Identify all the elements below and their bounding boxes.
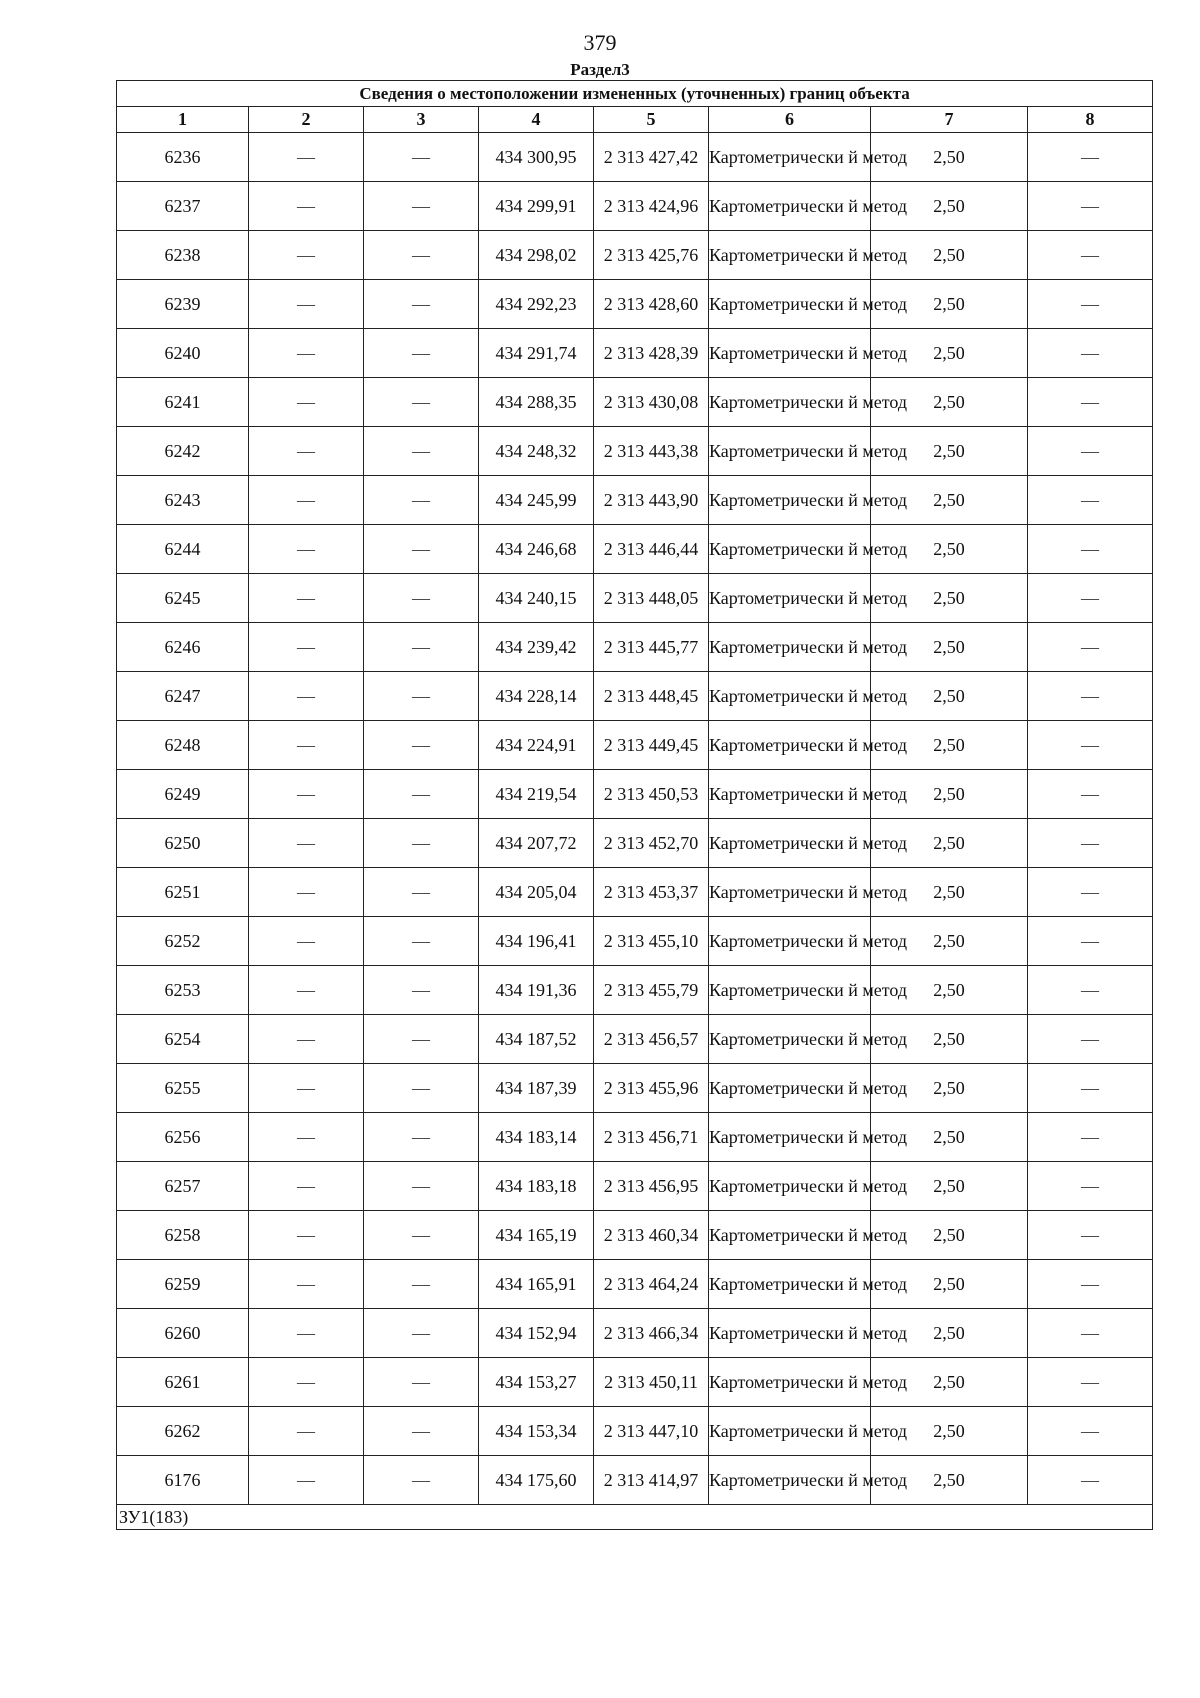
table-row — [117, 329, 1153, 378]
col2-value-cell: — — [249, 574, 364, 623]
col8-value-cell: — — [1028, 1260, 1153, 1309]
point-number-cell: 6261 — [117, 1358, 249, 1407]
table-row — [117, 1064, 1153, 1113]
col2-value-cell: — — [249, 427, 364, 476]
x-coordinate-cell: 434 298,02 — [479, 231, 594, 280]
accuracy-cell: 2,50 — [871, 182, 1028, 231]
col3-value-cell: — — [364, 1358, 479, 1407]
accuracy-cell: 2,50 — [871, 672, 1028, 721]
x-coordinate-cell: 434 239,42 — [479, 623, 594, 672]
y-coordinate-cell: 2 313 455,79 — [594, 966, 709, 1015]
y-coordinate-cell: 2 313 453,37 — [594, 868, 709, 917]
col2-value-cell: — — [249, 329, 364, 378]
col8-value-cell: — — [1028, 966, 1153, 1015]
accuracy-cell: 2,50 — [871, 476, 1028, 525]
method-cell: Картометрически й метод — [709, 1407, 871, 1456]
col8-value-cell: — — [1028, 427, 1153, 476]
method-cell: Картометрически й метод — [709, 182, 871, 231]
col2-value-cell: — — [249, 525, 364, 574]
point-number-cell: 6247 — [117, 672, 249, 721]
col3-value-cell: — — [364, 1064, 479, 1113]
method-cell: Картометрически й метод — [709, 427, 871, 476]
col8-value-cell: — — [1028, 1064, 1153, 1113]
col8-value-cell: — — [1028, 231, 1153, 280]
x-coordinate-cell: 434 224,91 — [479, 721, 594, 770]
y-coordinate-cell: 2 313 450,11 — [594, 1358, 709, 1407]
boundary-coordinates-table — [116, 80, 1153, 1530]
y-coordinate-cell: 2 313 460,34 — [594, 1211, 709, 1260]
col8-value-cell: — — [1028, 1407, 1153, 1456]
col8-value-cell: — — [1028, 770, 1153, 819]
col3-value-cell: — — [364, 966, 479, 1015]
point-number-cell: 6242 — [117, 427, 249, 476]
table-body — [117, 133, 1153, 1505]
accuracy-cell: 2,50 — [871, 427, 1028, 476]
accuracy-cell: 2,50 — [871, 574, 1028, 623]
method-cell: Картометрически й метод — [709, 133, 871, 182]
x-coordinate-cell: 434 187,52 — [479, 1015, 594, 1064]
x-coordinate-cell: 434 240,15 — [479, 574, 594, 623]
y-coordinate-cell: 2 313 455,96 — [594, 1064, 709, 1113]
table-row — [117, 1015, 1153, 1064]
x-coordinate-cell: 434 205,04 — [479, 868, 594, 917]
section-title: Раздел3 — [570, 60, 630, 79]
method-cell: Картометрически й метод — [709, 1015, 871, 1064]
method-cell: Картометрически й метод — [709, 1309, 871, 1358]
table-row — [117, 1211, 1153, 1260]
point-number-cell: 6236 — [117, 133, 249, 182]
col2-value-cell: — — [249, 868, 364, 917]
table-row — [117, 917, 1153, 966]
x-coordinate-cell: 434 245,99 — [479, 476, 594, 525]
x-coordinate-cell: 434 153,27 — [479, 1358, 594, 1407]
table-caption: Сведения о местоположении измененных (уточненных) границ объекта — [117, 81, 1153, 107]
col3-value-cell: — — [364, 476, 479, 525]
method-cell: Картометрически й метод — [709, 1064, 871, 1113]
col3-value-cell: — — [364, 427, 479, 476]
col3-value-cell: — — [364, 1407, 479, 1456]
col2-value-cell: — — [249, 280, 364, 329]
col3-value-cell: — — [364, 280, 479, 329]
accuracy-cell: 2,50 — [871, 525, 1028, 574]
point-number-cell: 6251 — [117, 868, 249, 917]
y-coordinate-cell: 2 313 448,05 — [594, 574, 709, 623]
table-row — [117, 574, 1153, 623]
table-row — [117, 623, 1153, 672]
table-row — [117, 476, 1153, 525]
y-coordinate-cell: 2 313 452,70 — [594, 819, 709, 868]
col3-value-cell: — — [364, 231, 479, 280]
point-number-cell: 6238 — [117, 231, 249, 280]
x-coordinate-cell: 434 187,39 — [479, 1064, 594, 1113]
point-number-cell: 6243 — [117, 476, 249, 525]
table-row — [117, 1113, 1153, 1162]
x-coordinate-cell: 434 165,91 — [479, 1260, 594, 1309]
x-coordinate-cell: 434 196,41 — [479, 917, 594, 966]
x-coordinate-cell: 434 228,14 — [479, 672, 594, 721]
x-coordinate-cell: 434 299,91 — [479, 182, 594, 231]
table-row — [117, 182, 1153, 231]
accuracy-cell: 2,50 — [871, 868, 1028, 917]
accuracy-cell: 2,50 — [871, 917, 1028, 966]
point-number-cell: 6259 — [117, 1260, 249, 1309]
col8-value-cell: — — [1028, 574, 1153, 623]
col3-value-cell: — — [364, 1113, 479, 1162]
y-coordinate-cell: 2 313 448,45 — [594, 672, 709, 721]
x-coordinate-cell: 434 183,18 — [479, 1162, 594, 1211]
accuracy-cell: 2,50 — [871, 329, 1028, 378]
method-cell: Картометрически й метод — [709, 721, 871, 770]
col3-value-cell: — — [364, 378, 479, 427]
col2-value-cell: — — [249, 1309, 364, 1358]
col2-value-cell: — — [249, 1113, 364, 1162]
point-number-cell: 6250 — [117, 819, 249, 868]
point-number-cell: 6244 — [117, 525, 249, 574]
method-cell: Картометрически й метод — [709, 1358, 871, 1407]
col3-value-cell: — — [364, 329, 479, 378]
col3-value-cell: — — [364, 1162, 479, 1211]
col3-value-cell: — — [364, 1260, 479, 1309]
x-coordinate-cell: 434 292,23 — [479, 280, 594, 329]
accuracy-cell: 2,50 — [871, 770, 1028, 819]
point-number-cell: 6254 — [117, 1015, 249, 1064]
accuracy-cell: 2,50 — [871, 378, 1028, 427]
table-footer-row — [117, 1505, 1153, 1530]
col3-value-cell: — — [364, 868, 479, 917]
table-row — [117, 672, 1153, 721]
y-coordinate-cell: 2 313 430,08 — [594, 378, 709, 427]
accuracy-cell: 2,50 — [871, 819, 1028, 868]
accuracy-cell: 2,50 — [871, 623, 1028, 672]
col2-value-cell: — — [249, 721, 364, 770]
table-row — [117, 1358, 1153, 1407]
table-row — [117, 280, 1153, 329]
col8-value-cell: — — [1028, 525, 1153, 574]
y-coordinate-cell: 2 313 466,34 — [594, 1309, 709, 1358]
column-number-4: 4 — [479, 107, 594, 133]
table-row — [117, 721, 1153, 770]
col8-value-cell: — — [1028, 1113, 1153, 1162]
method-cell: Картометрически й метод — [709, 917, 871, 966]
method-cell: Картометрически й метод — [709, 1211, 871, 1260]
col2-value-cell: — — [249, 378, 364, 427]
col3-value-cell: — — [364, 1015, 479, 1064]
y-coordinate-cell: 2 313 456,95 — [594, 1162, 709, 1211]
x-coordinate-cell: 434 248,32 — [479, 427, 594, 476]
col8-value-cell: — — [1028, 721, 1153, 770]
accuracy-cell: 2,50 — [871, 1358, 1028, 1407]
x-coordinate-cell: 434 175,60 — [479, 1456, 594, 1505]
column-number-6: 6 — [709, 107, 871, 133]
method-cell: Картометрически й метод — [709, 1456, 871, 1505]
accuracy-cell: 2,50 — [871, 231, 1028, 280]
col8-value-cell: — — [1028, 672, 1153, 721]
point-number-cell: 6176 — [117, 1456, 249, 1505]
accuracy-cell: 2,50 — [871, 1015, 1028, 1064]
table-row — [117, 819, 1153, 868]
method-cell: Картометрически й метод — [709, 1113, 871, 1162]
col3-value-cell: — — [364, 1456, 479, 1505]
page-number: 379 — [583, 30, 617, 55]
accuracy-cell: 2,50 — [871, 1113, 1028, 1162]
method-cell: Картометрически й метод — [709, 231, 871, 280]
col8-value-cell: — — [1028, 1456, 1153, 1505]
point-number-cell: 6246 — [117, 623, 249, 672]
method-cell: Картометрически й метод — [709, 819, 871, 868]
column-number-2: 2 — [249, 107, 364, 133]
col2-value-cell: — — [249, 917, 364, 966]
point-number-cell: 6245 — [117, 574, 249, 623]
point-number-cell: 6256 — [117, 1113, 249, 1162]
x-coordinate-cell: 434 288,35 — [479, 378, 594, 427]
point-number-cell: 6253 — [117, 966, 249, 1015]
col8-value-cell: — — [1028, 868, 1153, 917]
col8-value-cell: — — [1028, 133, 1153, 182]
x-coordinate-cell: 434 191,36 — [479, 966, 594, 1015]
x-coordinate-cell: 434 300,95 — [479, 133, 594, 182]
point-number-cell: 6252 — [117, 917, 249, 966]
x-coordinate-cell: 434 219,54 — [479, 770, 594, 819]
method-cell: Картометрически й метод — [709, 329, 871, 378]
col2-value-cell: — — [249, 1211, 364, 1260]
col3-value-cell: — — [364, 672, 479, 721]
y-coordinate-cell: 2 313 445,77 — [594, 623, 709, 672]
method-cell: Картометрически й метод — [709, 623, 871, 672]
y-coordinate-cell: 2 313 427,42 — [594, 133, 709, 182]
table-row — [117, 868, 1153, 917]
col8-value-cell: — — [1028, 378, 1153, 427]
column-number-row — [117, 107, 1153, 133]
column-number-7: 7 — [871, 107, 1028, 133]
point-number-cell: 6248 — [117, 721, 249, 770]
col2-value-cell: — — [249, 182, 364, 231]
col8-value-cell: — — [1028, 1358, 1153, 1407]
point-number-cell: 6262 — [117, 1407, 249, 1456]
col3-value-cell: — — [364, 1309, 479, 1358]
column-number-1: 1 — [117, 107, 249, 133]
accuracy-cell: 2,50 — [871, 966, 1028, 1015]
table-row — [117, 525, 1153, 574]
point-number-cell: 6237 — [117, 182, 249, 231]
column-number-8: 8 — [1028, 107, 1153, 133]
column-number-5: 5 — [594, 107, 709, 133]
col2-value-cell: — — [249, 1358, 364, 1407]
col2-value-cell: — — [249, 1260, 364, 1309]
col2-value-cell: — — [249, 476, 364, 525]
col2-value-cell: — — [249, 1064, 364, 1113]
col2-value-cell: — — [249, 770, 364, 819]
table-row — [117, 1162, 1153, 1211]
col3-value-cell: — — [364, 1211, 479, 1260]
table-row — [117, 770, 1153, 819]
method-cell: Картометрически й метод — [709, 280, 871, 329]
col3-value-cell: — — [364, 721, 479, 770]
accuracy-cell: 2,50 — [871, 1407, 1028, 1456]
table-row — [117, 1456, 1153, 1505]
point-number-cell: 6249 — [117, 770, 249, 819]
col3-value-cell: — — [364, 574, 479, 623]
land-plot-label: ЗУ1(183) — [117, 1505, 1153, 1530]
x-coordinate-cell: 434 207,72 — [479, 819, 594, 868]
method-cell: Картометрически й метод — [709, 1162, 871, 1211]
col8-value-cell: — — [1028, 1211, 1153, 1260]
table-row — [117, 133, 1153, 182]
y-coordinate-cell: 2 313 414,97 — [594, 1456, 709, 1505]
y-coordinate-cell: 2 313 456,71 — [594, 1113, 709, 1162]
table-row — [117, 231, 1153, 280]
point-number-cell: 6239 — [117, 280, 249, 329]
y-coordinate-cell: 2 313 424,96 — [594, 182, 709, 231]
method-cell: Картометрически й метод — [709, 1260, 871, 1309]
method-cell: Картометрически й метод — [709, 672, 871, 721]
point-number-cell: 6257 — [117, 1162, 249, 1211]
method-cell: Картометрически й метод — [709, 574, 871, 623]
col2-value-cell: — — [249, 623, 364, 672]
x-coordinate-cell: 434 291,74 — [479, 329, 594, 378]
col8-value-cell: — — [1028, 476, 1153, 525]
table-row — [117, 1260, 1153, 1309]
col3-value-cell: — — [364, 182, 479, 231]
col8-value-cell: — — [1028, 329, 1153, 378]
y-coordinate-cell: 2 313 447,10 — [594, 1407, 709, 1456]
col8-value-cell: — — [1028, 280, 1153, 329]
accuracy-cell: 2,50 — [871, 1309, 1028, 1358]
y-coordinate-cell: 2 313 443,90 — [594, 476, 709, 525]
y-coordinate-cell: 2 313 456,57 — [594, 1015, 709, 1064]
table-row — [117, 378, 1153, 427]
x-coordinate-cell: 434 153,34 — [479, 1407, 594, 1456]
col2-value-cell: — — [249, 1407, 364, 1456]
col8-value-cell: — — [1028, 623, 1153, 672]
point-number-cell: 6255 — [117, 1064, 249, 1113]
y-coordinate-cell: 2 313 450,53 — [594, 770, 709, 819]
col8-value-cell: — — [1028, 819, 1153, 868]
col2-value-cell: — — [249, 1456, 364, 1505]
point-number-cell: 6260 — [117, 1309, 249, 1358]
x-coordinate-cell: 434 165,19 — [479, 1211, 594, 1260]
method-cell: Картометрически й метод — [709, 966, 871, 1015]
y-coordinate-cell: 2 313 464,24 — [594, 1260, 709, 1309]
table-row — [117, 1309, 1153, 1358]
col2-value-cell: — — [249, 1162, 364, 1211]
col8-value-cell: — — [1028, 917, 1153, 966]
method-cell: Картометрически й метод — [709, 525, 871, 574]
column-number-3: 3 — [364, 107, 479, 133]
col2-value-cell: — — [249, 231, 364, 280]
y-coordinate-cell: 2 313 428,39 — [594, 329, 709, 378]
y-coordinate-cell: 2 313 449,45 — [594, 721, 709, 770]
col8-value-cell: — — [1028, 1015, 1153, 1064]
accuracy-cell: 2,50 — [871, 133, 1028, 182]
col8-value-cell: — — [1028, 182, 1153, 231]
col3-value-cell: — — [364, 819, 479, 868]
col2-value-cell: — — [249, 819, 364, 868]
table-row — [117, 427, 1153, 476]
x-coordinate-cell: 434 183,14 — [479, 1113, 594, 1162]
col3-value-cell: — — [364, 770, 479, 819]
col2-value-cell: — — [249, 672, 364, 721]
col8-value-cell: — — [1028, 1162, 1153, 1211]
col2-value-cell: — — [249, 966, 364, 1015]
y-coordinate-cell: 2 313 428,60 — [594, 280, 709, 329]
point-number-cell: 6241 — [117, 378, 249, 427]
accuracy-cell: 2,50 — [871, 1456, 1028, 1505]
y-coordinate-cell: 2 313 446,44 — [594, 525, 709, 574]
accuracy-cell: 2,50 — [871, 1211, 1028, 1260]
col3-value-cell: — — [364, 525, 479, 574]
y-coordinate-cell: 2 313 455,10 — [594, 917, 709, 966]
col2-value-cell: — — [249, 1015, 364, 1064]
accuracy-cell: 2,50 — [871, 721, 1028, 770]
table-row — [117, 966, 1153, 1015]
method-cell: Картометрически й метод — [709, 476, 871, 525]
col8-value-cell: — — [1028, 1309, 1153, 1358]
method-cell: Картометрически й метод — [709, 868, 871, 917]
col3-value-cell: — — [364, 623, 479, 672]
accuracy-cell: 2,50 — [871, 1260, 1028, 1309]
table-caption-row — [117, 81, 1153, 107]
point-number-cell: 6240 — [117, 329, 249, 378]
point-number-cell: 6258 — [117, 1211, 249, 1260]
method-cell: Картометрически й метод — [709, 378, 871, 427]
table-row — [117, 1407, 1153, 1456]
method-cell: Картометрически й метод — [709, 770, 871, 819]
col3-value-cell: — — [364, 133, 479, 182]
col3-value-cell: — — [364, 917, 479, 966]
accuracy-cell: 2,50 — [871, 1162, 1028, 1211]
x-coordinate-cell: 434 152,94 — [479, 1309, 594, 1358]
accuracy-cell: 2,50 — [871, 1064, 1028, 1113]
col2-value-cell: — — [249, 133, 364, 182]
accuracy-cell: 2,50 — [871, 280, 1028, 329]
x-coordinate-cell: 434 246,68 — [479, 525, 594, 574]
y-coordinate-cell: 2 313 443,38 — [594, 427, 709, 476]
y-coordinate-cell: 2 313 425,76 — [594, 231, 709, 280]
